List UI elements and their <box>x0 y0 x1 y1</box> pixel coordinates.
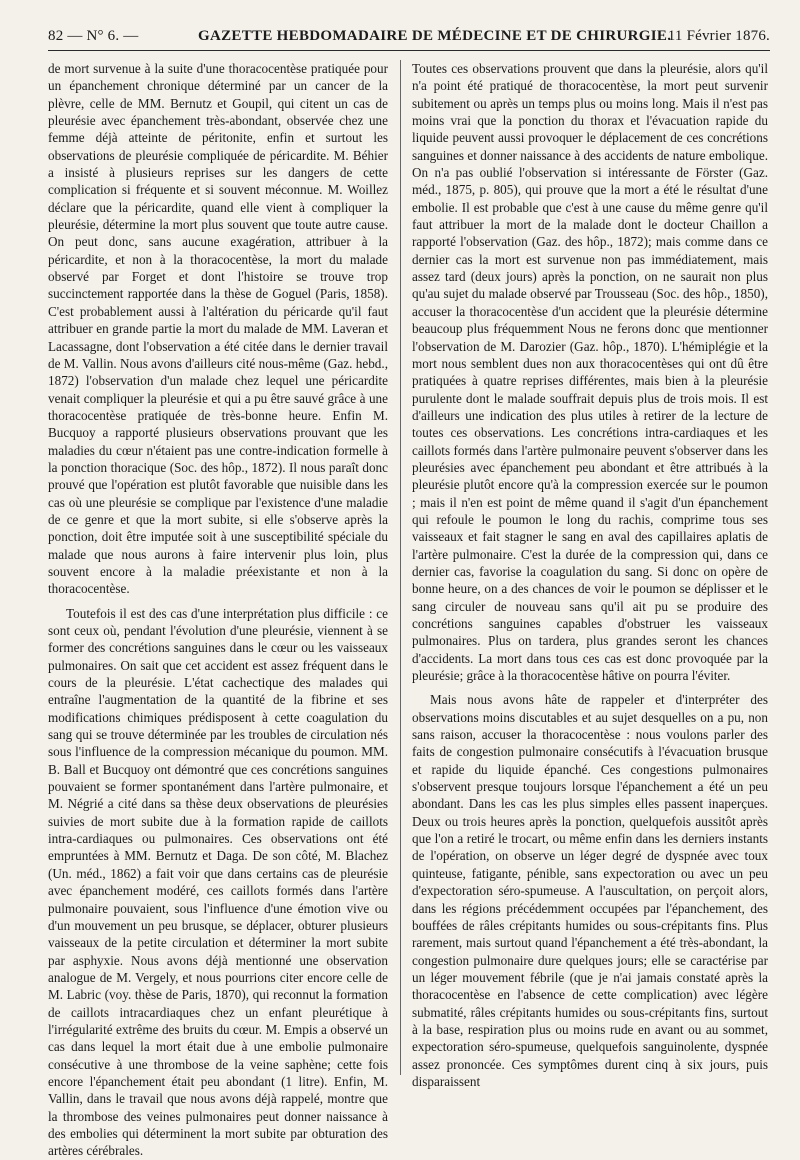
right-column <box>412 60 768 1089</box>
header-rule <box>48 50 770 51</box>
issue-date: 11 Février 1876. <box>667 28 770 44</box>
left-paragraph-2: Toutefois il est des cas d'une interprétation plus difficile : ce sont ceux où, pendant l'évolution d'une pleurésie, viennent à se former des concrétions sanguines dans le cœur ou les vaisseaux pulmonaires. On sait que cet accident est assez fréquent dans le cours de la pleurésie. L'état cachectique des malades qui entraîne l'augmentation de la quantité de la fibrine et ses modifications chimiques prédisposent à cette coagulation du sang qui se trouve déterminée par les troubles de circulation nés sous l'influence de la compression mécanique du poumon. MM. B. Ball et Bucquoy ont démontré que ces concrétions sanguines pouvaient se former spontanément dans l'artère pulmonaire, et M. Négrié a cité dans sa thèse deux observations de pleurésies suivies de mort subite due à la formation rapide de caillots intra-cardiaques ou pulmonaires. Ces observations ont été empruntées à MM. Bernutz et Daga. De son côté, M. Blachez (Un. méd., 1862) a fait voir que dans certains cas de pleurésie avec épanchement modéré, ces caillots formés dans l'artère pulmonaire pouvaient, sous l'influence d'une émotion vive ou d'un mouvement un peu brusque, se déplacer, obturer plusieurs vaisseaux de la petite circulation et déterminer la mort subite par asphyxie. Nous avons déjà mentionné une observation analogue de M. Vergely, et nous pourrions citer encore celle de M. Labric (voy. thèse de Paris, 1870), qui reconnut la formation de caillots intracardiaques chez un enfant pleurétique à l'irrégularité extrême des bruits du cœur. M. Empis a observé un cas dans lequel la mort était due à une embolie pulmonaire consécutive à une thrombose de la veine saphène; cette fois encore l'épanchement était peu abondant (1 litre). Enfin, M. Vallin, dans le travail que nous avons déjà rappelé, montre que la thrombose des veines pulmonaires peut donner naissance à des embolies qui déterminent la mort subite par obturation des artères cérébrales. <box>48 605 388 1159</box>
right-paragraph-2: Mais nous avons hâte de rappeler et d'interpréter des observations moins discutables et au sujet desquelles on a pu, non sans raison, accuser la thoracocentèse : nous voulons parler des faits de congestion pulmonaire consécutifs à l'évacuation brusque et rapide du liquide épanché. Ces congestions pulmonaires s'observent presque toujours lorsque l'épanchement a été un peu abondant. Dans les cas les plus simples elles passent inaperçues. Deux ou trois heures après la ponction, quelquefois aussitôt après que l'on a retiré le trocart, ou même enfin dans les derniers instants de l'opération, on observe un léger degré de dyspnée avec toux quinteuse, fatigante, pénible, sans expectoration ou avec un peu d'expectoration séro-spumeuse. A l'auscultation, on perçoit alors, dans les régions précédemment occupées par l'épanchement, des bouffées de râles crépitants humides ou sous-crépitants fins. Plus rarement, mais surtout quand l'épanchement a été très-abondant, la congestion pulmonaire dure quelques jours; elle se caractérise par un léger mouvement fébrile (que je n'ai jamais constaté après la thoracocentèse en l'absence de cette complication) avec légère submatité, râles crépitants humides ou sous-crépitants fins, surtout à la base, respiration plus ou moins rude en avant ou au sommet, expectoration séro-spumeuse, quelquefois sanguinolente, dyspnée assez prononcée. Ces symptômes durent cinq à six jours, puis disparaissent <box>412 692 768 1089</box>
right-paragraph-1: Toutes ces observations prouvent que dans la pleurésie, alors qu'il n'a point été pratiqué de thoracocentèse, la mort peut survenir subitement ou après un temps plus ou moins long. Mais il n'est pas moins vrai que la ponction du thorax et l'évacuation rapide du liquide peuvent aussi provoquer le déplacement de ces concrétions sanguines et donner naissance à des accidents de nature embolique. On n'a pas oublié l'observation si intéressante de Förster (Gaz. méd., 1875, p. 805), qui prouve que la mort a été le résultat d'une embolie. Il est probable que c'est à une cause du même genre qu'il faut attribuer la mort de la malade dont le docteur Chaillon a rapporté l'observation (Gaz. des hôp., 1872); mais comme dans ce dernier cas la mort est survenue non pas immédiatement, mais assez tard (deux jours) après la ponction, on ne saurait non plus qu'au sujet du malade observé par Trousseau (Soc. des hôp., 1850), accuser la thoracocentèse d'un accident que la pleurésie détermine beaucoup plus fréquemment Nous ne ferons donc que mentionner l'observation de M. Darozier (Gaz. hôp., 1870). L'hémiplégie et la mort nous semblent dues non aux thoracocentèses qui ont dû être pratiquées à quatre reprises différentes, mais bien à la pleurésie purulente dont le malade souffrait depuis plus de trois mois. Il est d'ailleurs une indication des plus utiles à retirer de la lecture de toutes ces observations. Les concrétions intra-cardiaques et les caillots formés dans l'artère pulmonaire peuvent s'observer dans les pleurésies avec épanchement peu abondant et être attribués à la pleurésie plutôt encore qu'à la compression exercée sur le poumon ; mais il n'en est point de même quand il s'agit d'un épanchement qui refoule le poumon le long du rachis, comprime tous ses vaisseaux et fait stagner le sang en aval des capillaires aplatis de l'artère pulmonaire. C'est la durée de la compression qui, dans ce dernier cas, favorise la coagulation du sang. Si donc on opère de bonne heure, on a des chances de voir le poumon se déplisser et le sang circuler de nouveau sans qu'il ait pu se produire des concrétions sanguines capables d'obstruer les vaisseaux pulmonaires. Plus on tardera, plus grandes seront les chances d'accidents. La mort dans tous ces cas est donc provoquée par la pleurésie; grâce à la thoracocentèse hâtive on pourra l'éviter. <box>412 61 768 684</box>
journal-title: GAZETTE HEBDOMADAIRE DE MÉDECINE ET DE CHIRURGIE. <box>198 28 672 44</box>
page-number-issue: 82 — N° 6. — <box>48 28 139 44</box>
left-paragraph-1: de mort survenue à la suite d'une thoracocentèse pratiquée pour un épanchement chronique déterminé par un cancer de la plèvre, celle de MM. Bernutz et Goupil, qui citent un cas de pleurésie avec épanchement très-abondant, observée chez une femme déjà atteinte de péritonite, enfin et surtout les observations de pleurésie compliquée de péricardite. M. Béhier a insisté à plusieurs reprises sur les dangers de cette complication si fréquente et si souvent méconnue. M. Woillez déclare que la péricardite, quand elle vient à compliquer la pleurésie, détermine la mort plus souvent que toute autre cause. On peut donc, sans aucune exagération, attribuer à la péricardite, et non à la thoracocentèse, la mort du malade observé par Forget et dont l'histoire se trouve trop succinctement rapportée dans la thèse de Goguel (Paris, 1858). C'est probablement aussi à l'altération du péricarde qu'il faut attribuer en grande partie la mort du malade de MM. Laveran et Lacassagne, dont l'observation a été citée dans le dernier travail de M. Vallin. Nous avons d'ailleurs cité nous-même (Gaz. hebd., 1872) l'observation d'un malade chez lequel une péricardite venait compliquer la pleurésie et qui a pu être sauvé grâce à une thoracocentèse pratiquée de très-bonne heure. Enfin M. Bucquoy a rapporté plusieurs observations prouvant que les maladies du cœur n'étaient pas une contre-indication formelle à la ponction thoracique (Soc. des hôp., 1872). Il nous paraît donc prouvé que l'opération est plutôt favorable que nuisible dans les cas où une pleurésie se complique par l'existence d'une maladie de ce genre et que la mort subite, si elle s'observe après la ponction, doit être imputée soit à une susceptibilité spéciale du malade que nous aurons à faire intervenir plus loin, plus souvent encore à la maladie préexistante et non à la thoracocentèse. <box>48 61 388 597</box>
page-header <box>48 20 770 50</box>
left-column <box>48 60 388 1159</box>
column-divider <box>400 60 401 1075</box>
